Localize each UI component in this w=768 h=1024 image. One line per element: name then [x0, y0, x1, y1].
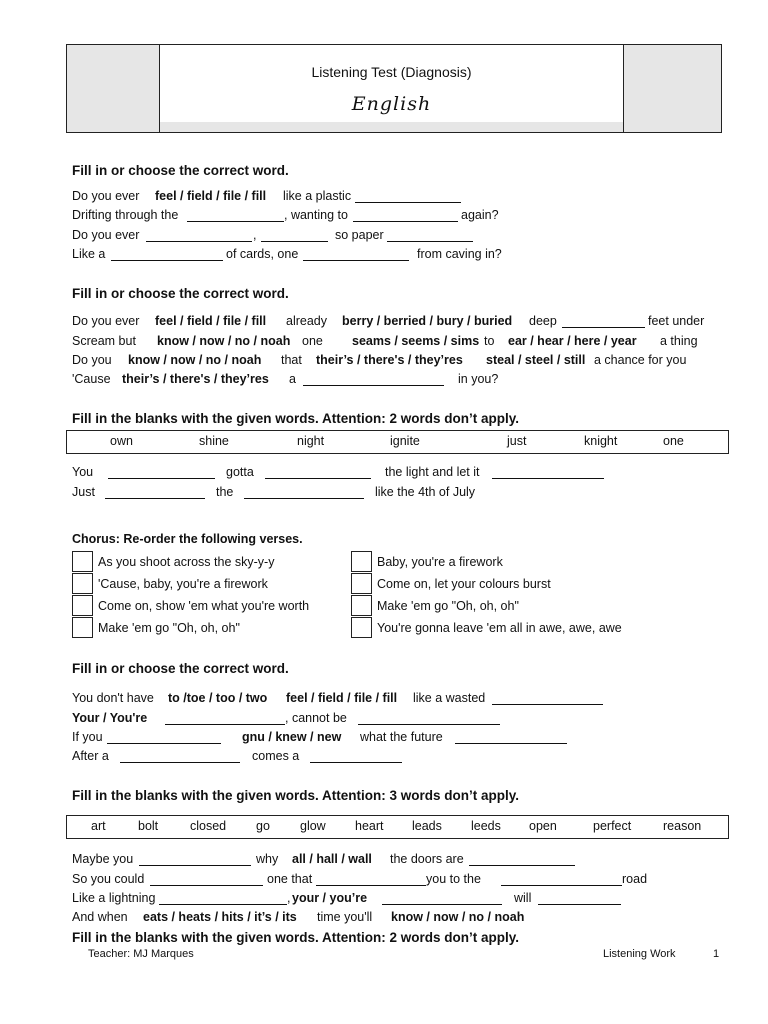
- blank-field[interactable]: [107, 731, 221, 744]
- s4-line1-options1[interactable]: to /toe / too / two: [168, 691, 268, 705]
- s2-line2-text4: a thing: [660, 334, 698, 348]
- s5-line3-text2: will: [514, 891, 532, 905]
- s1-line3-text: Do you ever: [72, 228, 140, 242]
- s2-line2-text: Scream but: [72, 334, 136, 348]
- blank-field[interactable]: [387, 229, 473, 242]
- word-bank-item: reason: [663, 819, 702, 833]
- s1-line1-text2: like a plastic: [283, 189, 352, 203]
- s5-line3-text: Like a lightning: [72, 891, 156, 905]
- blank-field[interactable]: [353, 209, 458, 222]
- s2-line3-text3: a chance for you: [594, 353, 687, 367]
- s4-line1-text2: like a wasted: [413, 691, 486, 705]
- s2-line1-text3: deep: [529, 314, 557, 328]
- blank-field[interactable]: [310, 750, 402, 763]
- word-bank-item: leeds: [471, 819, 501, 833]
- blank-field[interactable]: [265, 466, 371, 479]
- s5-line4-options2[interactable]: know / now / no / noah: [391, 910, 525, 924]
- s2-line3-options1[interactable]: know / now / no / noah: [128, 353, 262, 367]
- section5-heading: Fill in the blanks with the given words. Attention: 3 words don’t apply.: [72, 788, 520, 803]
- blank-field[interactable]: [455, 731, 567, 744]
- s2-line2-options1[interactable]: know / now / no / noah: [157, 334, 291, 348]
- s3-line2-text: Just: [72, 485, 95, 499]
- s1-line4-text: Like a: [72, 247, 106, 261]
- blank-field[interactable]: [501, 873, 622, 886]
- order-checkbox[interactable]: [72, 595, 93, 616]
- s4-line3-options1[interactable]: gnu / knew / new: [242, 730, 342, 744]
- order-checkbox[interactable]: [351, 551, 372, 572]
- blank-field[interactable]: [120, 750, 240, 763]
- chorus-verse-right: You're gonna leave 'em all in awe, awe, awe: [377, 621, 622, 635]
- header-center-panel: [160, 45, 623, 132]
- s2-line1-text2: already: [286, 314, 327, 328]
- section1-heading: Fill in or choose the correct word.: [72, 163, 289, 178]
- blank-field[interactable]: [244, 486, 364, 499]
- word-bank-item: perfect: [593, 819, 632, 833]
- s2-line2-options3[interactable]: ear / hear / here / year: [508, 334, 637, 348]
- s2-line2-text3: to: [484, 334, 495, 348]
- chorus-verse-right: Make 'em go "Oh, oh, oh": [377, 599, 519, 613]
- s3-line1-text2: gotta: [226, 465, 254, 479]
- blank-field[interactable]: [303, 248, 409, 261]
- s5-line2-text3: you to the: [426, 872, 481, 886]
- order-checkbox[interactable]: [72, 551, 93, 572]
- blank-field[interactable]: [358, 712, 500, 725]
- s3-line2-text3: like the 4th of July: [375, 485, 476, 499]
- s4-line3-text: If you: [72, 730, 103, 744]
- s2-line1-options2[interactable]: berry / berried / bury / buried: [342, 314, 513, 328]
- blank-field[interactable]: [316, 873, 426, 886]
- s1-line4-text3: from caving in?: [417, 247, 502, 261]
- blank-field[interactable]: [159, 892, 287, 905]
- s4-line4-text2: comes a: [252, 749, 300, 763]
- s4-line2-text: , cannot be: [285, 711, 347, 725]
- word-bank-item: own: [110, 434, 133, 448]
- word-bank-item: one: [663, 434, 684, 448]
- word-bank-item: shine: [199, 434, 229, 448]
- order-checkbox[interactable]: [351, 595, 372, 616]
- blank-field[interactable]: [382, 892, 502, 905]
- s4-line4-text: After a: [72, 749, 109, 763]
- s2-line4-text3: in you?: [458, 372, 499, 386]
- section6-heading: Fill in the blanks with the given words. Attention: 2 words don’t apply.: [72, 930, 520, 945]
- s2-line2-text2: one: [302, 334, 323, 348]
- s2-line4-text2: a: [289, 372, 296, 386]
- word-bank-box: [66, 815, 729, 839]
- s1-line4-text2: of cards, one: [226, 247, 299, 261]
- word-bank-item: go: [256, 819, 270, 833]
- chorus-heading: Chorus: Re-order the following verses.: [72, 532, 303, 546]
- word-bank-item: ignite: [390, 434, 420, 448]
- s1-line2-text: Drifting through the: [72, 208, 179, 222]
- s2-line1-options1[interactable]: feel / field / file / fill: [155, 314, 267, 328]
- word-bank-item: art: [91, 819, 106, 833]
- s3-line1-text3: the light and let it: [385, 465, 480, 479]
- s5-line3-comma: ,: [287, 891, 291, 905]
- blank-field[interactable]: [187, 209, 284, 222]
- word-bank-item: leads: [412, 819, 442, 833]
- s3-line1-text: You: [72, 465, 94, 479]
- s2-line1-text: Do you ever: [72, 314, 140, 328]
- blank-field[interactable]: [165, 712, 285, 725]
- blank-field[interactable]: [146, 229, 252, 242]
- s2-line2-options2[interactable]: seams / seems / sims: [352, 334, 480, 348]
- s4-line1-options2[interactable]: feel / field / file / fill: [286, 691, 398, 705]
- blank-field[interactable]: [355, 190, 461, 203]
- footer-work: Listening Work: [603, 948, 676, 960]
- footer-teacher: Teacher: MJ Marques: [88, 948, 194, 960]
- chorus-verse-left: Come on, show 'em what you're worth: [98, 599, 310, 613]
- page-subtitle: English: [351, 93, 432, 115]
- s5-line2-text4: road: [622, 872, 648, 886]
- s5-line2-text: So you could: [72, 872, 145, 886]
- order-checkbox[interactable]: [72, 573, 93, 594]
- s5-line1-text2: why: [256, 852, 279, 866]
- order-checkbox[interactable]: [351, 617, 372, 638]
- s2-line3-text: Do you: [72, 353, 112, 367]
- blank-field[interactable]: [492, 466, 604, 479]
- s2-line3-options2[interactable]: their’s / there's / they’res: [316, 353, 463, 367]
- chorus-verse-left: Make 'em go "Oh, oh, oh": [98, 621, 240, 635]
- word-bank-item: knight: [584, 434, 618, 448]
- s2-line4-options1[interactable]: their’s / there's / they’res: [122, 372, 269, 386]
- s5-line4-options1[interactable]: eats / heats / hits / it’s / its: [143, 910, 297, 924]
- word-bank-item: closed: [190, 819, 227, 833]
- section3-heading: Fill in the blanks with the given words. Attention: 2 words don’t apply.: [72, 411, 520, 426]
- s5-line3-options1[interactable]: your / you’re: [292, 891, 368, 905]
- word-bank-item: open: [529, 819, 557, 833]
- s1-line2-text3: again?: [461, 208, 499, 222]
- s4-line2-options1[interactable]: Your / You're: [72, 711, 148, 725]
- order-checkbox[interactable]: [351, 573, 372, 594]
- s1-line2-text2: , wanting to: [284, 208, 348, 222]
- section2-heading: Fill in or choose the correct word.: [72, 286, 289, 301]
- blank-field[interactable]: [139, 853, 251, 866]
- s4-line1-text: You don't have: [72, 691, 154, 705]
- blank-field[interactable]: [538, 892, 621, 905]
- s5-line4-text: And when: [72, 910, 128, 924]
- word-bank-box: [66, 430, 729, 454]
- footer-page-number: 1: [713, 948, 720, 960]
- page-title: Listening Test (Diagnosis): [311, 64, 472, 80]
- word-bank-item: just: [507, 434, 527, 448]
- s5-line1-options1[interactable]: all / hall / wall: [292, 852, 372, 866]
- blank-field[interactable]: [105, 486, 205, 499]
- chorus-verse-right: Baby, you're a firework: [377, 555, 503, 569]
- s2-line3-text2: that: [281, 353, 302, 367]
- word-bank-item: heart: [355, 819, 384, 833]
- header-shade: [160, 122, 623, 132]
- s2-line1-text4: feet under: [648, 314, 705, 328]
- blank-field[interactable]: [150, 873, 263, 886]
- blank-field[interactable]: [469, 853, 575, 866]
- order-checkbox[interactable]: [72, 617, 93, 638]
- blank-field[interactable]: [111, 248, 223, 261]
- blank-field[interactable]: [261, 229, 328, 242]
- header-right-panel: [623, 45, 721, 132]
- s5-line2-text2: one that: [267, 872, 313, 886]
- section4-heading: Fill in or choose the correct word.: [72, 661, 289, 676]
- blank-field[interactable]: [492, 692, 603, 705]
- header-box: [66, 44, 722, 133]
- s1-line3-text2: so paper: [335, 228, 384, 242]
- word-bank-item: bolt: [138, 819, 159, 833]
- blank-field[interactable]: [108, 466, 215, 479]
- blank-field[interactable]: [562, 315, 645, 328]
- word-bank-item: night: [297, 434, 325, 448]
- s5-line1-text: Maybe you: [72, 852, 134, 866]
- s5-line1-text3: the doors are: [390, 852, 464, 866]
- s1-line1-options[interactable]: feel / field / file / fill: [155, 189, 267, 203]
- word-bank-item: glow: [300, 819, 326, 833]
- header-left-panel: [67, 45, 160, 132]
- s1-line3-comma: ,: [253, 228, 257, 242]
- chorus-verse-left: 'Cause, baby, you're a firework: [98, 577, 268, 591]
- s4-line3-text2: what the future: [360, 730, 443, 744]
- s2-line4-text: 'Cause: [72, 372, 111, 386]
- chorus-verse-right: Come on, let your colours burst: [377, 577, 551, 591]
- chorus-verse-left: As you shoot across the sky-y-y: [98, 555, 275, 569]
- blank-field[interactable]: [303, 373, 444, 386]
- s1-line1-text: Do you ever: [72, 189, 140, 203]
- s2-line3-options3[interactable]: steal / steel / still: [486, 353, 586, 367]
- s3-line2-text2: the: [216, 485, 234, 499]
- s5-line4-text2: time you'll: [317, 910, 373, 924]
